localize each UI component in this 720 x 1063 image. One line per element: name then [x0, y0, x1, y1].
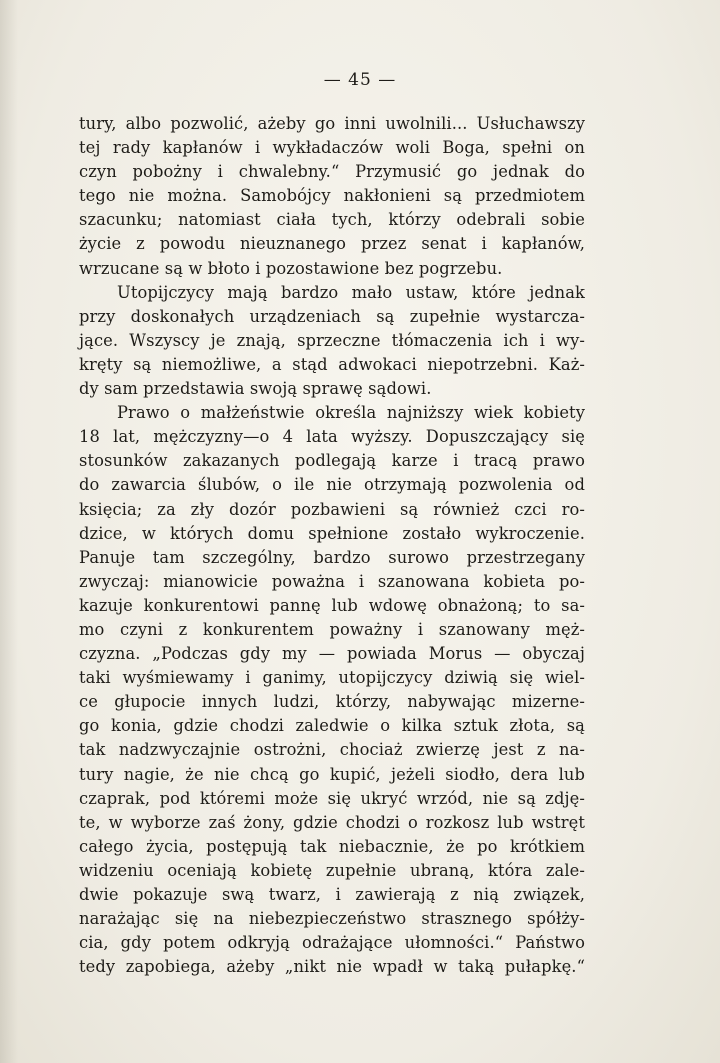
text-line: szacunku; natomiast ciała tych, którzy odebrali sobie	[79, 210, 585, 230]
text-line: przy doskonałych urządzeniach są zupełnie wystarcza-	[79, 306, 585, 326]
text-line: cia, gdy potem odkryją odrażające ułomności.“ Państwo	[79, 933, 585, 953]
text-line: dwie pokazuje swą twarz, i zawierają z nią związek,	[79, 885, 585, 904]
text-line: Panuje tam szczególny, bardzo surowo przestrzegany	[79, 547, 585, 567]
text-line: czaprak, pod któremi może się ukryć wrzód, nie są zdję-	[79, 788, 585, 808]
text-line: tury, albo pozwolić, ażeby go inni uwolnili... Usłuchawszy	[79, 114, 585, 133]
text-line: czyn pobożny i chwalebny.“ Przymusić go jednak do	[79, 162, 585, 182]
text-line: go konia, gdzie chodzi zaledwie o kilka sztuk złota, są	[79, 716, 585, 736]
text-line: księcia; za zły dozór pozbawieni są również czci ro-	[79, 499, 585, 519]
text-line: stosunków zakazanych podlegają karze i tracą prawo	[79, 451, 585, 471]
text-line: kazuje konkurentowi pannę lub wdowę obnażoną; to sa-	[79, 595, 585, 615]
text-line: widzeniu oceniają kobietę zupełnie ubraną, która zale-	[79, 860, 585, 880]
text-line: ce głupocie innych ludzi, którzy, nabywając mizerne-	[79, 692, 585, 712]
text-line: tedy zapobiega, ażeby „nikt nie wpadł w taką pułapkę.“	[79, 957, 585, 977]
text-line: życie z powodu nieuznanego przez senat i kapłanów,	[79, 234, 585, 254]
page-number-header: — 45 —	[323, 70, 397, 90]
text-line: Utopijczycy mają bardzo mało ustaw, które jednak	[117, 282, 585, 302]
page-gutter-shadow	[0, 0, 18, 1063]
text-line: 18 lat, mężczyzny—o 4 lata wyższy. Dopuszczający się	[79, 427, 585, 447]
text-line: Prawo o małżeństwie określa najniższy wiek kobiety	[117, 403, 585, 423]
text-line: czyzna. „Podczas gdy my — powiada Morus — obyczaj	[79, 644, 585, 664]
text-line: zwyczaj: mianowicie poważna i szanowana kobieta po-	[79, 571, 585, 591]
text-line: wrzucane są w błoto i pozostawione bez pogrzebu.	[79, 258, 503, 278]
text-line: jące. Wszyscy je znają, sprzeczne tłómaczenia ich i wy-	[79, 330, 585, 350]
text-line: taki wyśmiewamy i ganimy, utopijczycy dziwią się wiel-	[79, 668, 585, 688]
text-line: narażając się na niebezpieczeństwo strasznego spółży-	[79, 909, 585, 929]
text-line: tego nie można. Samobójcy nakłonieni są przedmiotem	[79, 186, 585, 206]
text-line: kręty są niemożliwe, a stąd adwokaci niepotrzebni. Każ-	[79, 354, 585, 374]
text-line: tak nadzwyczajnie ostrożni, chociaż zwierzę jest z na-	[79, 740, 585, 760]
text-line: całego życia, postępują tak niebacznie, że po krótkiem	[79, 836, 585, 856]
text-line: te, w wyborze zaś żony, gdzie chodzi o rozkosz lub wstręt	[79, 812, 585, 832]
text-line: tej rady kapłanów i wykładaczów woli Boga, spełni on	[79, 138, 585, 158]
text-line: tury nagie, że nie chcą go kupić, jeżeli siodło, dera lub	[79, 764, 585, 784]
text-line: dy sam przedstawia swoją sprawę sądowi.	[79, 379, 432, 399]
page-body-text	[79, 112, 585, 979]
text-line: mo czyni z konkurentem poważny i szanowany męż-	[79, 619, 585, 639]
text-line: dzice, w których domu spełnione zostało wykroczenie.	[79, 523, 585, 543]
text-line: do zawarcia ślubów, o ile nie otrzymają pozwolenia od	[79, 475, 585, 495]
